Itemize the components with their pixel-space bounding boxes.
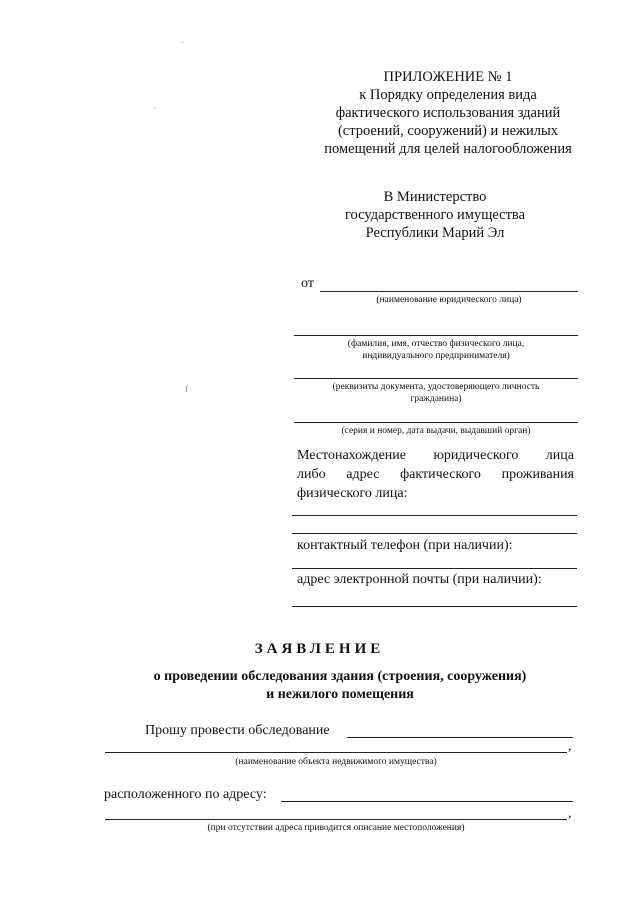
location-paragraph	[297, 446, 574, 503]
statement-subtitle-line: о проведении обследования здания (строения, сооружения)	[153, 669, 527, 684]
appendix-header	[300, 68, 596, 158]
email-field[interactable]	[292, 606, 577, 607]
statement-title: ЗАЯВЛЕНИЕ	[254, 641, 385, 657]
address-field-continued[interactable]	[105, 819, 567, 820]
comma: ,	[568, 806, 572, 821]
document-series-field[interactable]	[294, 422, 578, 423]
caption-line: (реквизиты документа, удостоверяющего личность	[332, 382, 540, 392]
location-line: физического лица:	[297, 486, 408, 501]
recipient-line: Республики Марий Эл	[365, 225, 505, 241]
statement-subtitle-line: и нежилого помещения	[266, 687, 414, 702]
address-field[interactable]	[281, 801, 573, 802]
identity-document-caption	[294, 381, 578, 405]
identity-document-field[interactable]	[294, 378, 578, 379]
person-name-caption	[294, 338, 578, 362]
address-label: расположенного по адресу:	[104, 787, 267, 802]
location-line: Местонахождение юридического лица	[297, 448, 574, 463]
recipient-block	[300, 188, 570, 242]
caption-line: (фамилия, имя, отчество физического лица,	[347, 339, 525, 349]
object-caption: (наименование объекта недвижимого имущества)	[235, 757, 437, 767]
location-field-2[interactable]	[292, 533, 577, 534]
email-label: адрес электронной почты (при наличии):	[297, 572, 542, 587]
from-label: от	[301, 276, 314, 291]
recipient-line: В Министерство	[383, 189, 487, 205]
appendix-subtitle-line: к Порядку определения вида	[359, 87, 537, 103]
person-name-field[interactable]	[294, 335, 578, 336]
location-field-1[interactable]	[292, 515, 577, 516]
request-label: Прошу провести обследование	[145, 723, 330, 738]
address-caption: (при отсутствии адреса приводится описание местоположения)	[207, 823, 465, 833]
document-series-caption: (серия и номер, дата выдачи, выдавший орган)	[341, 426, 531, 436]
caption-line: гражданина)	[410, 394, 462, 404]
appendix-subtitle-line: фактического использования зданий	[335, 105, 561, 121]
survey-object-field-continued[interactable]	[105, 752, 567, 753]
scan-speck	[182, 42, 183, 43]
caption-line: индивидуального предпринимателя)	[362, 351, 510, 361]
legal-entity-caption: (наименование юридического лица)	[376, 295, 522, 305]
phone-field[interactable]	[292, 568, 577, 569]
scan-speck	[186, 386, 187, 392]
appendix-subtitle-line: помещений для целей налогообложения	[324, 141, 572, 157]
phone-label: контактный телефон (при наличии):	[297, 538, 513, 553]
location-line: либо адрес фактического проживания	[297, 467, 574, 482]
legal-entity-name-field[interactable]	[320, 291, 578, 292]
statement-subtitle	[0, 668, 639, 704]
recipient-line: государственного имущества	[344, 207, 526, 223]
appendix-title: ПРИЛОЖЕНИЕ № 1	[383, 69, 513, 85]
survey-object-field[interactable]	[347, 737, 573, 738]
comma: ,	[568, 739, 572, 754]
scan-speck	[154, 107, 155, 108]
appendix-subtitle-line: (строений, сооружений) и нежилых	[337, 123, 559, 139]
